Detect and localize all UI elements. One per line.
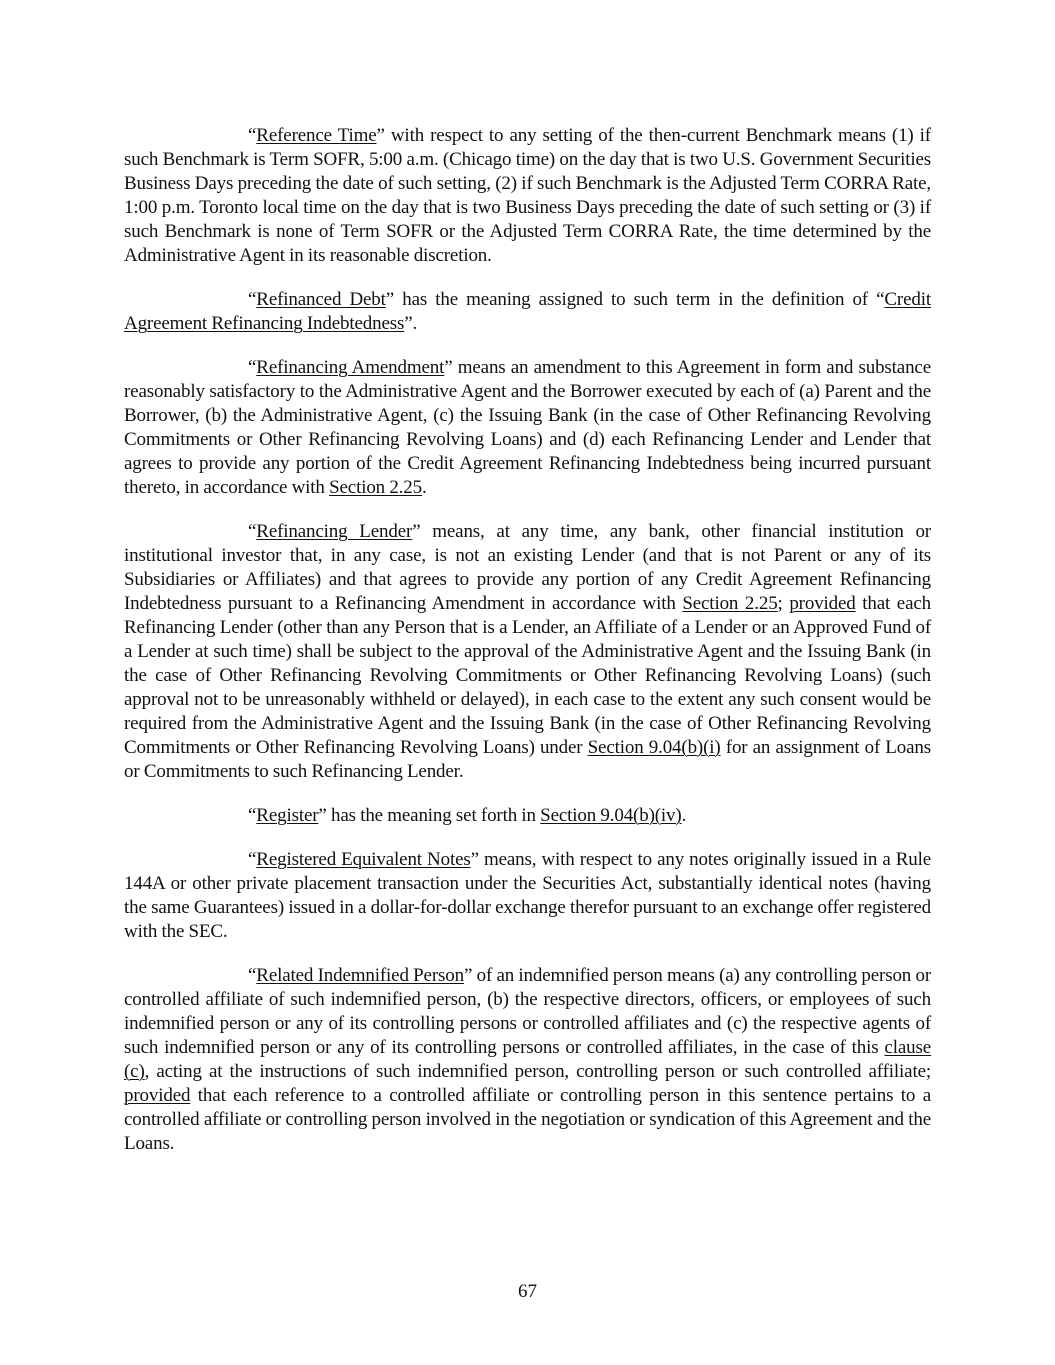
definition-text: that each Refinancing Lender (other than any Person that is a Lender, an Affiliate of a Lender or an Approved Fund of a Lender at such time) shall be subject to the approval of the Administrative Agent and the Issuing Bank (in the case of Other Refinancing Revolving Commitments or Other Refinancing Revolving Loans) (such approval not to be unreasonably withheld or delayed), in each case to the extent any such consent would be required from the Administrative Agent and the Issuing Bank (in the case of Other Refinancing Revolving Commitments or Other Refinancing Revolving Loans) under <box>124 593 931 758</box>
cross-reference: provided <box>124 1085 191 1106</box>
definition-paragraph: “Refinancing Lender” means, at any time, any bank, other financial institution or institutional investor that, in any case, is not an existing Lender (and that is not Parent or any of its Subsidiaries or Affiliates) and that agrees to provide any portion of any Credit Agreement Refinancing Indebtedness pursuant to a Refinancing Amendment in accordance with Section 2.25; provided that each Refinancing Lender (other than any Person that is a Lender, an Affiliate of a Lender or an Approved Fund of a Lender at such time) shall be subject to the approval of the Administrative Agent and the Issuing Bank (in the case of Other Refinancing Revolving Commitments or Other Refinancing Revolving Loans) (such approval not to be unreasonably withheld or delayed), in each case to the extent any such consent would be required from the Administrative Agent and the Issuing Bank (in the case of Other Refinancing Revolving Commitments or Other Refinancing Revolving Loans) under Section 9.04(b)(i) for an assignment of Loans or Commitments to such Refinancing Lender. <box>124 521 931 782</box>
definition-text: means, at any time, any bank, other financial institution or institutional investor that, in any case, is not an existing Lender (and that is not Parent or any of its Subsidiaries or Affiliates) and that agrees to provide any portion of any Credit Agreement Refinancing Indebtedness pursuant to a Refinancing Amendment in accordance with <box>124 521 931 614</box>
definition-text: . <box>681 805 687 826</box>
definition-text: has the meaning assigned to such term in the definition of “ <box>394 289 885 310</box>
definition-text: has the meaning set forth in <box>326 805 541 826</box>
cross-reference: Section 9.04(b)(iv) <box>540 805 682 826</box>
definition-text: . <box>422 477 427 498</box>
defined-term: Reference Time <box>256 125 377 146</box>
page-number: 67 <box>518 1281 537 1302</box>
definition-paragraph: “Refinanced Debt” has the meaning assigned to such term in the definition of “Credit Agreement Refinancing Indebtedness”. <box>124 289 931 334</box>
document-page <box>124 124 931 1176</box>
definition-text: with respect to any setting of the then-current Benchmark means (1) if such Benchmark is Term SOFR, 5:00 a.m. (Chicago time) on the day that is two U.S. Government Securities Business Days preceding the date of such setting, (2) if such Benchmark is the Adjusted Term CORRA Rate, 1:00 p.m. Toronto local time on the day that is two Business Days preceding the date of such setting or (3) if such Benchmark is none of Term SOFR or the Adjusted Term CORRA Rate, the time determined by the Administrative Agent in its reasonable discretion. <box>124 125 931 266</box>
definition-paragraph: “Refinancing Amendment” means an amendment to this Agreement in form and substance reasonably satisfactory to the Administrative Agent and the Borrower executed by each of (a) Parent and the Borrower, (b) the Administrative Agent, (c) the Issuing Bank (in the case of Other Refinancing Revolving Commitments or Other Refinancing Revolving Loans) and (d) each Refinancing Lender and Lender that agrees to provide any portion of the Credit Agreement Refinancing Indebtedness being incurred pursuant thereto, in accordance with Section 2.25. <box>124 357 931 498</box>
defined-term: Register <box>256 805 319 826</box>
cross-reference: Section 2.25 <box>329 477 422 498</box>
defined-term: Registered Equivalent Notes <box>256 849 471 870</box>
definition-paragraph: “Register” has the meaning set forth in Section 9.04(b)(iv). <box>248 805 687 826</box>
definition-text: ”. <box>404 313 418 334</box>
cross-reference: clause (c) <box>124 1037 931 1082</box>
definition-text: means, with respect to any notes originally issued in a Rule 144A or other private placement transaction under the Securities Act, substantially identical notes (having the same Guarantees) issued in a dollar-for-dollar exchange therefor pursuant to an exchange offer registered with the SEC. <box>124 849 931 942</box>
definition-text: for an assignment of Loans or Commitments to such Refinancing Lender. <box>124 737 931 782</box>
cross-reference: Credit Agreement Refinancing Indebtedness <box>124 289 931 334</box>
definition-paragraph: “Reference Time” with respect to any setting of the then-current Benchmark means (1) if such Benchmark is Term SOFR, 5:00 a.m. (Chicago time) on the day that is two U.S. Government Securities Business Days preceding the date of such setting, (2) if such Benchmark is the Adjusted Term CORRA Rate, 1:00 p.m. Toronto local time on the day that is two Business Days preceding the date of such setting or (3) if such Benchmark is none of Term SOFR or the Adjusted Term CORRA Rate, the time determined by the Administrative Agent in its reasonable discretion. <box>124 125 931 266</box>
cross-reference: Section 9.04(b)(i) <box>587 737 721 758</box>
definition-text: , acting at the instructions of such indemnified person, controlling person or such controlled affiliate; <box>144 1061 931 1082</box>
defined-term: Refinancing Lender <box>256 521 413 542</box>
cross-reference: Section 2.25 <box>682 593 778 614</box>
definition-paragraph: “Registered Equivalent Notes” means, with respect to any notes originally issued in a Rule 144A or other private placement transaction under the Securities Act, substantially identical notes (having the same Guarantees) issued in a dollar-for-dollar exchange therefor pursuant to an exchange offer registered with the SEC. <box>124 849 931 942</box>
definition-text: of an indemnified person means (a) any controlling person or controlled affiliate of such indemnified person, (b) the respective directors, officers, or employees of such indemnified person or any of its controlling persons or controlled affiliates and (c) the respective agents of such indemnified person or any of its controlling persons or controlled affiliates, in the case of this <box>124 965 932 1058</box>
definition-text: means an amendment to this Agreement in form and substance reasonably satisfactory to the Administrative Agent and the Borrower executed by each of (a) Parent and the Borrower, (b) the Administrative Agent, (c) the Issuing Bank (in the case of Other Refinancing Revolving Commitments or Other Refinancing Revolving Loans) and (d) each Refinancing Lender and Lender that agrees to provide any portion of the Credit Agreement Refinancing Indebtedness being incurred pursuant thereto, in accordance with <box>124 357 931 498</box>
defined-term: Refinancing Amendment <box>256 357 445 378</box>
definition-text: that each reference to a controlled affiliate or controlling person in this sentence pertains to a controlled affiliate or controlling person involved in the negotiation or syndication of this Agreement and the Loans. <box>124 1085 931 1154</box>
definition-paragraph: “Related Indemnified Person” of an indemnified person means (a) any controlling person or controlled affiliate of such indemnified person, (b) the respective directors, officers, or employees of such indemnified person or any of its controlling persons or controlled affiliates and (c) the respective agents of such indemnified person or any of its controlling persons or controlled affiliates, in the case of this clause (c), acting at the instructions of such indemnified person, controlling person or such controlled affiliate; provided that each reference to a controlled affiliate or controlling person in this sentence pertains to a controlled affiliate or controlling person involved in the negotiation or syndication of this Agreement and the Loans. <box>124 965 932 1154</box>
definition-text: ; <box>777 593 790 614</box>
defined-term: Refinanced Debt <box>256 289 386 310</box>
cross-reference: provided <box>789 593 856 614</box>
defined-term: Related Indemnified Person <box>256 965 464 986</box>
